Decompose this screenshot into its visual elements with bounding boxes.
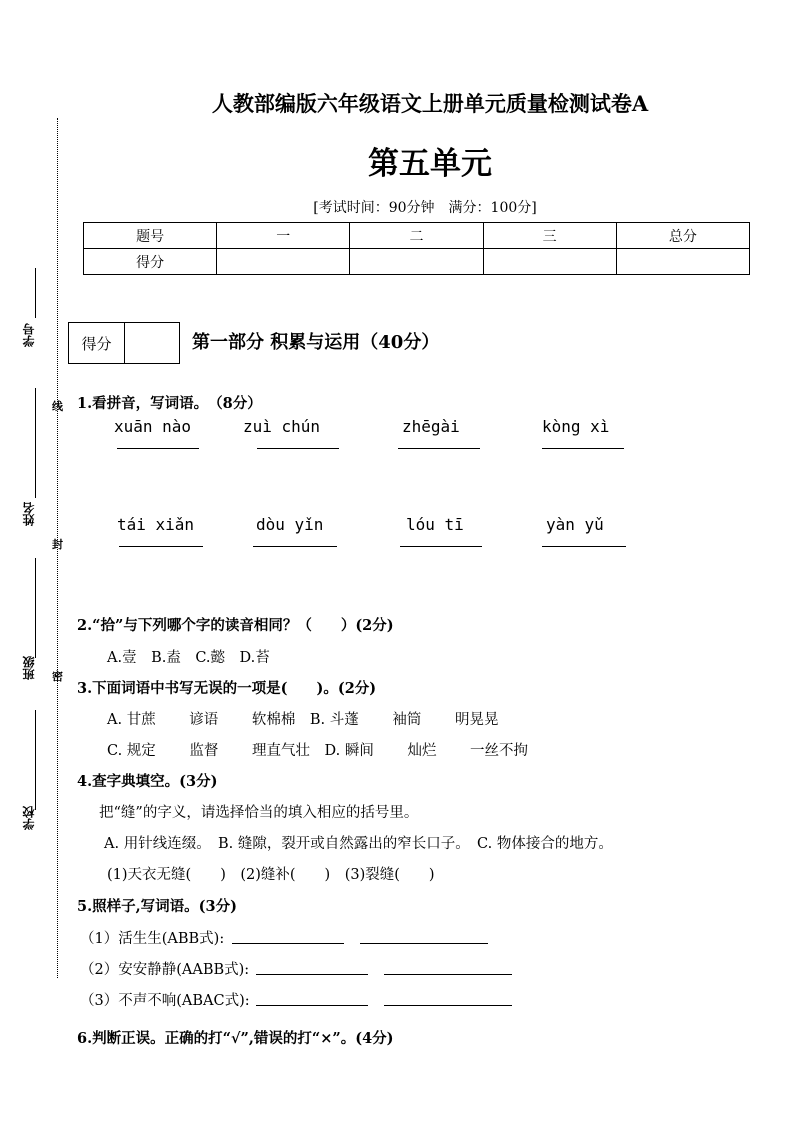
score-table-cell: 三 <box>483 223 616 249</box>
pinyin: zuì chún <box>243 417 321 436</box>
q4-instruction: 把“缝”的字义，请选择恰当的填入相应的括号里。 <box>99 805 419 821</box>
score-blank-total[interactable] <box>616 249 749 275</box>
score-table-cell: 题号 <box>84 223 217 249</box>
answer-line[interactable] <box>542 448 624 449</box>
q4-title: 4.查字典填空。(3分) <box>77 773 218 790</box>
q4-choices: A. 用针线连缀。 B. 缝隙，裂开或自然露出的窄长口子。 C. 物体接合的地方。 <box>104 836 613 852</box>
pinyin: kòng xì <box>542 417 610 436</box>
part1-score-label: 得分 <box>69 323 125 363</box>
class-line <box>35 558 36 658</box>
pinyin: lóu tī <box>406 515 464 534</box>
student-id-line <box>35 268 36 318</box>
name-label: 姓名 <box>22 502 36 526</box>
q5-item-1: （1）活生生(ABB式): <box>80 931 225 947</box>
score-table <box>83 222 750 275</box>
pinyin: xuān nào <box>114 417 192 436</box>
q4-blanks: (1)天衣无缝( ) (2)缝补( ) (3)裂缝( ) <box>107 867 435 883</box>
q6-title: 6.判断正误。正确的打“√”,错误的打“×”。(4分) <box>77 1030 394 1047</box>
q3-options-line1: A. 甘蔗 谚语 软棉棉 B. 斗蓬 袖筒 明晃晃 <box>107 712 499 728</box>
score-blank-2[interactable] <box>350 249 483 275</box>
school-line <box>35 710 36 810</box>
answer-line[interactable] <box>256 1005 368 1006</box>
q3-options-line2: C. 规定 监督 理直气壮 D. 瞬间 灿烂 一丝不拘 <box>107 743 529 759</box>
score-table-score-row <box>84 249 750 275</box>
pinyin: dòu yǐn <box>256 515 324 534</box>
score-table-header-row <box>84 223 750 249</box>
seal-char-secret: 密 <box>52 670 63 683</box>
q2-options: A.壹 B.盍 C.懿 D.苔 <box>107 650 270 666</box>
pinyin: tái xiǎn <box>117 515 195 534</box>
q5-item-3: （3）不声不响(ABAC式): <box>80 993 250 1009</box>
school-label: 学校 <box>22 806 36 830</box>
score-blank-1[interactable] <box>217 249 350 275</box>
class-label: 班级 <box>22 656 36 680</box>
name-line <box>35 388 36 498</box>
q1-title: 1.看拼音，写词语。 （8分） <box>77 395 262 412</box>
answer-line[interactable] <box>400 546 482 547</box>
answer-line[interactable] <box>398 448 480 449</box>
part1-title: 第一部分 积累与运用（40分） <box>192 332 440 353</box>
score-table-cell: 总分 <box>616 223 749 249</box>
part1-score-box <box>68 322 180 364</box>
answer-line[interactable] <box>257 448 339 449</box>
answer-line[interactable] <box>360 943 488 944</box>
score-table-cell: 得分 <box>84 249 217 275</box>
seal-char-seal: 封 <box>52 538 63 551</box>
score-table-cell: 一 <box>217 223 350 249</box>
q5-item-2: （2）安安静静(AABB式): <box>80 962 250 978</box>
answer-line[interactable] <box>384 1005 512 1006</box>
exam-title: 人教部编版六年级语文上册单元质量检测试卷A <box>211 91 649 116</box>
part1-score-blank[interactable] <box>125 323 179 363</box>
answer-line[interactable] <box>232 943 344 944</box>
student-id-label: 学号 <box>22 323 36 347</box>
q3-title: 3.下面词语中书写无误的一项是( )。(2分) <box>77 680 377 697</box>
exam-info: [考试时间：90分钟 满分：100分] <box>313 200 537 216</box>
unit-title: 第五单元 <box>368 146 492 182</box>
answer-line[interactable] <box>119 546 203 547</box>
pinyin: yàn yǔ <box>546 515 604 534</box>
pinyin: zhēgài <box>402 417 460 436</box>
q2-title: 2.“拾”与下列哪个字的读音相同？（ ）(2分) <box>77 617 394 634</box>
answer-line[interactable] <box>384 974 512 975</box>
seal-char-line: 线 <box>52 400 63 413</box>
q5-title: 5.照样子,写词语。(3分) <box>77 898 237 915</box>
score-blank-3[interactable] <box>483 249 616 275</box>
answer-line[interactable] <box>256 974 368 975</box>
answer-line[interactable] <box>117 448 199 449</box>
score-table-cell: 二 <box>350 223 483 249</box>
answer-line[interactable] <box>542 546 626 547</box>
answer-line[interactable] <box>253 546 337 547</box>
